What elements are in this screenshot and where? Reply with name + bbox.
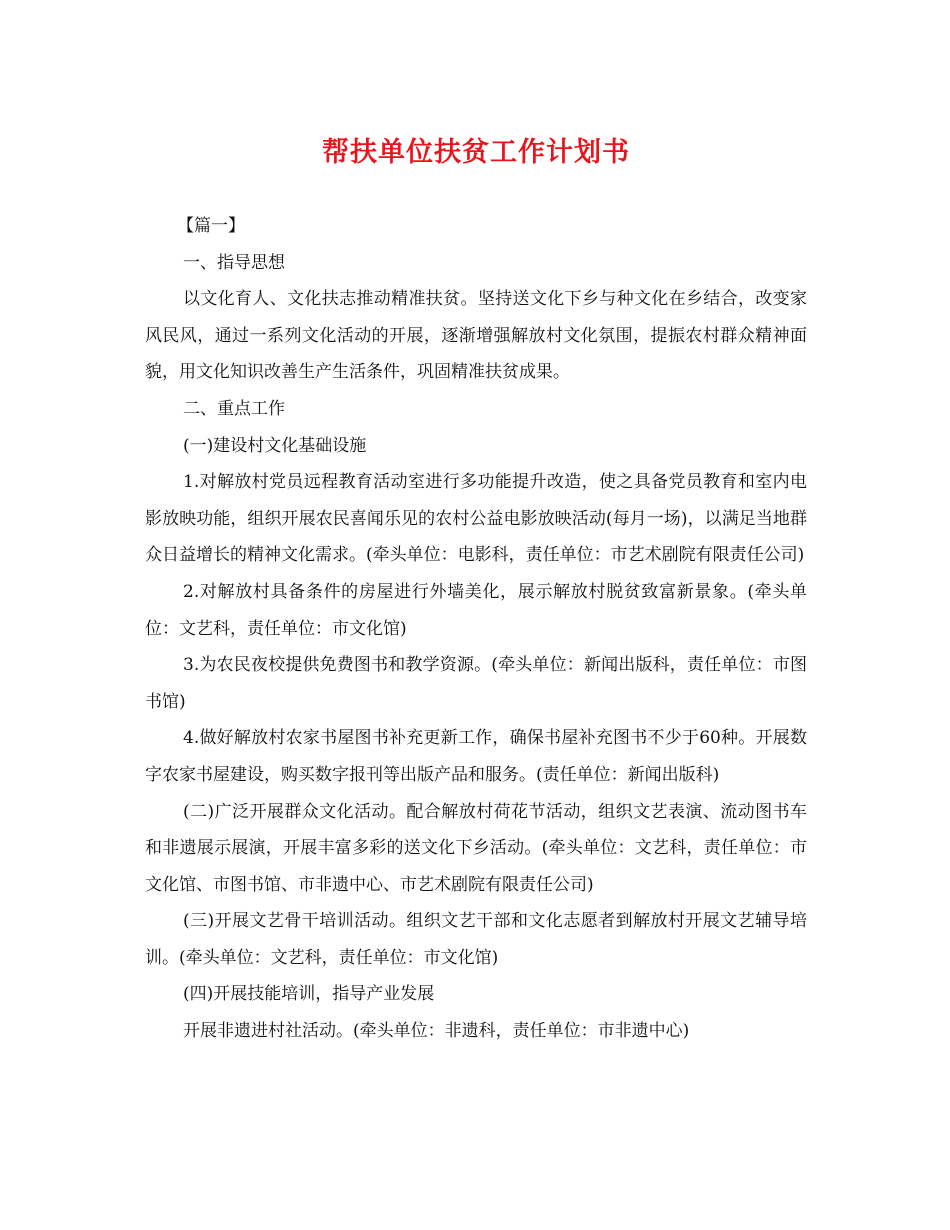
paragraph: 二、重点工作 <box>183 398 285 419</box>
paragraph: 3.为农民夜校提供免费图书和教学资源。(牵头单位：新闻出版科，责任单位：市图书馆) <box>145 655 807 712</box>
paragraph: (四)开展技能培训，指导产业发展 <box>183 984 435 1005</box>
section-heading: 【篇一】 <box>177 216 245 236</box>
paragraph: 2.对解放村具备条件的房屋进行外墙美化，展示解放村脱贫致富新景象。(牵头单位：文艺科，责任单位：市文化馆) <box>145 581 807 639</box>
paragraph: 开展非遗进村社活动。(牵头单位：非遗科，责任单位：市非遗中心) <box>183 1021 690 1042</box>
paragraph: 一、指导思想 <box>183 252 285 273</box>
paragraph: (三)开展文艺骨干培训活动。组织文艺干部和文化志愿者到解放村开展文艺辅导培训。(牵头单位：文艺科，责任单位：市文化馆) <box>145 911 807 968</box>
document-body <box>145 208 807 1050</box>
paragraph: 4.做好解放村农家书屋图书补充更新工作，确保书屋补充图书不少于60种。开展数字农家书屋建设，购买数字报刊等出版产品和服务。(责任单位：新闻出版科) <box>145 728 807 785</box>
paragraph: (一)建设村文化基础设施 <box>183 435 367 456</box>
paragraph: (二)广泛开展群众文化活动。配合解放村荷花节活动，组织文艺表演、流动图书车和非遗展示展演，开展丰富多彩的送文化下乡活动。(牵头单位：文艺科，责任单位：市文化馆、市图书馆、市非遗中心、市艺术剧院有限责任公司) <box>145 801 807 895</box>
paragraph: 1.对解放村党员远程教育活动室进行多功能提升改造，使之具备党员教育和室内电影放映功能，组织开展农民喜闻乐见的农村公益电影放映活动(每月一场)，以满足当地群众日益增长的精神文化需求。(牵头单位：电影科，责任单位：市艺术剧院有限责任公司) <box>145 472 807 566</box>
paragraph: 以文化育人、文化扶志推动精准扶贫。坚持送文化下乡与种文化在乡结合，改变家风民风，通过一系列文化活动的开展，逐渐增强解放村文化氛围，提振农村群众精神面貌，用文化知识改善生产生活条件，巩固精准扶贫成果。 <box>145 289 807 383</box>
document-title: 帮扶单位扶贫工作计划书 <box>322 137 630 168</box>
